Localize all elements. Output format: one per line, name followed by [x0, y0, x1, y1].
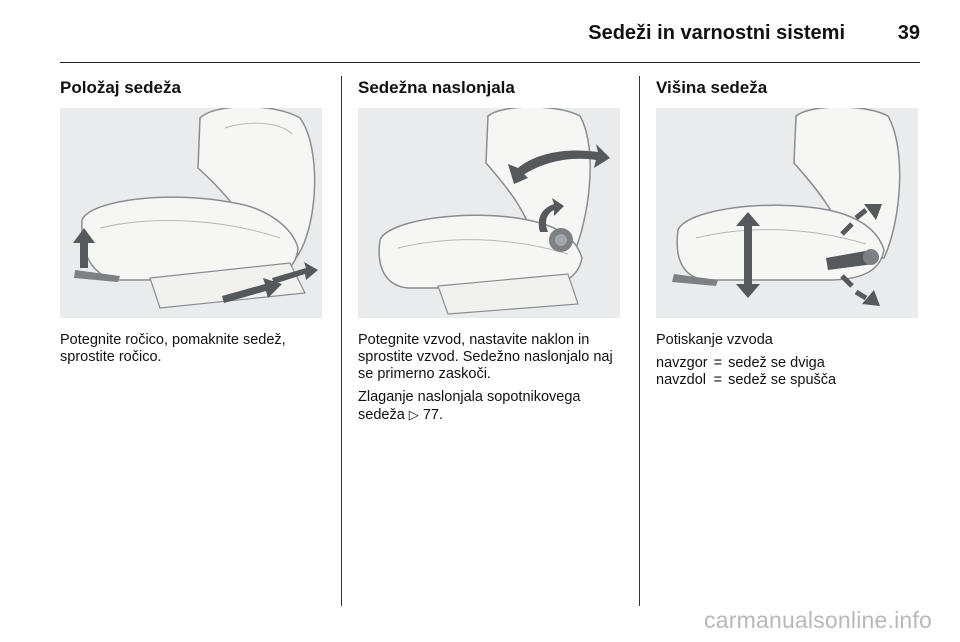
- instruction-text: Potegnite vzvod, nastavite naklon in sprostite vzvod. Sedežno naslonjalo naj se primerno zaskoči.: [358, 332, 613, 382]
- table-row: [656, 372, 842, 389]
- page-reference-link[interactable]: 77.: [422, 407, 443, 423]
- page-reference-icon: ▷: [408, 407, 419, 422]
- section-heading: Višina sedeža: [656, 78, 768, 97]
- lever-action-table: [656, 355, 842, 389]
- action-key: navzdol: [656, 372, 706, 388]
- action-result: sedež se dviga: [728, 355, 825, 371]
- watermark: carmanualsonline.info: [704, 607, 932, 633]
- instruction-text: Potegnite ročico, pomaknite sedež, sprostite ročico.: [60, 332, 286, 365]
- action-result: sedež se spušča: [728, 372, 837, 388]
- fold-backrest-text: Zlaganje naslonjala sopotnikovega sedeža: [358, 389, 581, 423]
- cross-reference-text: [358, 389, 620, 424]
- seat-height-illustration: [656, 108, 918, 318]
- table-row: [656, 355, 842, 372]
- backrest-illustration: [358, 108, 620, 318]
- section-heading: Sedežna naslonjala: [358, 78, 515, 97]
- action-key: navzgor: [656, 355, 708, 371]
- section-heading: Položaj sedeža: [60, 78, 181, 97]
- page-number: 39: [897, 22, 920, 44]
- seat-position-illustration: [60, 108, 322, 318]
- equals-sign: =: [713, 355, 723, 371]
- section-seat-height: [656, 78, 918, 389]
- equals-sign: =: [713, 372, 723, 388]
- section-title: Sedeži in varnostni sistemi: [588, 22, 845, 44]
- column-divider: [639, 76, 640, 606]
- column-divider: [341, 76, 342, 606]
- section-seat-position: [60, 78, 322, 372]
- instruction-text: Potiskanje vzvoda: [656, 332, 773, 348]
- page-header: [60, 0, 920, 63]
- section-backrests: [358, 78, 620, 430]
